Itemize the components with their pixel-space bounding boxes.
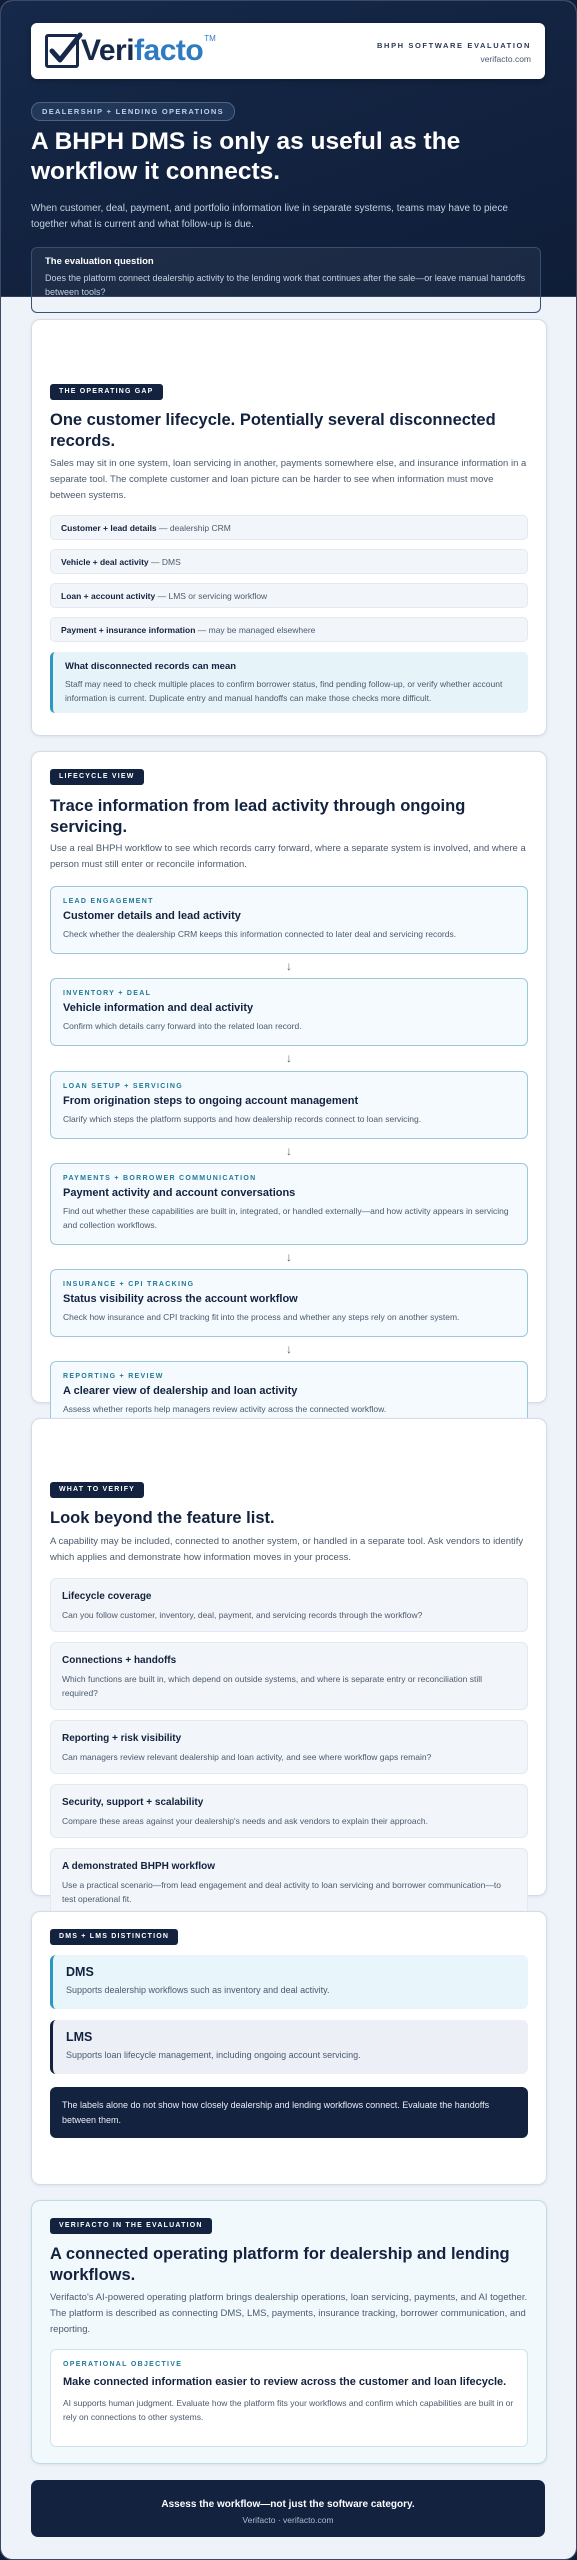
verify-item-text: Can managers review relevant dealership and loan activity, and see where workflow gaps remain?	[62, 1752, 432, 1762]
verify-item	[50, 1578, 528, 1632]
stage-payments	[50, 1163, 528, 1245]
verify-item-text: Which functions are built in, which depend on outside systems, and where is separate entry or reconciliation still required?	[62, 1674, 483, 1698]
verifacto-evaluation-card	[31, 2200, 547, 2464]
evaluation-question-box	[31, 247, 541, 313]
record-label: Vehicle + deal activity	[61, 557, 149, 567]
objective-text: AI supports human judgment. Evaluate how the platform fits your workflows and confirm which capabilities are built in or rely on connections to other systems.	[63, 2398, 514, 2422]
hero-section	[1, 1, 576, 297]
callout-title: What disconnected records can mean	[65, 661, 237, 672]
operational-objective	[50, 2349, 528, 2447]
record-row	[50, 617, 528, 642]
hero-lead: When customer, deal, payment, and portfolio information live in separate systems, teams may have to piece together what is current and what follow-up is due.	[31, 203, 508, 230]
record-row	[50, 583, 528, 608]
stage-title: From origination steps to ongoing account management	[63, 1095, 359, 1107]
objective-title: Make connected information easier to review across the customer and loan lifecycle.	[63, 2376, 507, 2388]
stage-eyebrow: REPORTING + REVIEW	[63, 1373, 164, 1380]
stage-insurance	[50, 1269, 528, 1337]
operating-gap-card	[31, 319, 547, 736]
down-arrow-icon: ↓	[286, 1144, 292, 1158]
stage-eyebrow: LOAN SETUP + SERVICING	[63, 1083, 183, 1090]
verify-item-title: Lifecycle coverage	[62, 1591, 152, 1602]
record-row	[50, 515, 528, 540]
verify-item	[50, 1642, 528, 1710]
verify-item	[50, 1848, 528, 1916]
record-label: Loan + account activity	[61, 591, 156, 601]
record-label: Customer + lead details	[61, 523, 157, 533]
callout-text: Staff may need to check multiple places to confirm borrower status, find pending follow-up, or verify whether account information is current. Duplicate entry and manual handoffs can make those checks more difficult.	[65, 679, 503, 703]
section-title: One customer lifecycle. Potentially several disconnected records.	[50, 411, 496, 450]
section-title: Trace information from lead activity through ongoing servicing.	[50, 797, 466, 836]
verify-item-text: Use a practical scenario—from lead engagement and deal activity to loan servicing and borrower communication—to test operational fit.	[62, 1880, 501, 1904]
verify-item	[50, 1784, 528, 1838]
stage-eyebrow: INSURANCE + CPI TRACKING	[63, 1281, 195, 1288]
header-card	[31, 23, 545, 79]
record-row	[50, 549, 528, 574]
record-detail: — DMS	[148, 557, 181, 567]
stage-title: A clearer view of dealership and loan activity	[63, 1385, 298, 1397]
verify-item-title: Reporting + risk visibility	[62, 1733, 182, 1744]
section-title: Look beyond the feature list.	[50, 1509, 275, 1527]
footer	[31, 2480, 545, 2537]
stage-inventory-deal	[50, 978, 528, 1046]
stage-title: Customer details and lead activity	[63, 910, 241, 922]
section-tag: WHAT TO VERIFY	[50, 1482, 144, 1498]
dms-title: DMS	[66, 1965, 94, 1979]
logo-text-blue: facto	[134, 34, 204, 67]
section-lead: Sales may sit in one system, loan servicing in another, payments somewhere else, and insurance information in a separate tool. The complete customer and loan picture can be harder to see when information must move between systems.	[50, 458, 527, 501]
down-arrow-icon: ↓	[286, 1342, 292, 1356]
down-arrow-icon: ↓	[286, 1250, 292, 1264]
footer-site-link[interactable]: Verifacto · verifacto.com	[242, 2515, 334, 2525]
stage-text: Check how insurance and CPI tracking fit into the process and whether any steps rely on another system.	[63, 1312, 460, 1322]
verify-item	[50, 1720, 528, 1774]
dms-definition	[50, 1955, 528, 2009]
lifecycle-card	[31, 751, 547, 1414]
objective-eyebrow: OPERATIONAL OBJECTIVE	[63, 2361, 183, 2368]
stage-text: Find out whether these capabilities are built in, integrated, or handled externally—and how activity appears in servicing and collection workflows.	[63, 1206, 509, 1230]
verify-item-text: Compare these areas against your dealership's needs and ask vendors to explain their approach.	[62, 1816, 428, 1826]
logo-wordmark	[81, 34, 203, 68]
dms-lms-card	[31, 1911, 547, 2185]
evaluation-question-text: Does the platform connect dealership activity to the lending work that continues after the sale—or leave manual handoffs between tools?	[45, 273, 526, 297]
evaluation-question-title: The evaluation question	[45, 256, 154, 267]
verify-item-text: Can you follow customer, inventory, deal, payment, and servicing records through the workflow?	[62, 1610, 423, 1620]
stage-eyebrow: INVENTORY + DEAL	[63, 990, 152, 997]
dms-text: Supports dealership workflows such as inventory and deal activity.	[66, 1985, 330, 1995]
what-to-verify-card	[31, 1418, 547, 1904]
section-title: A connected operating platform for dealership and lending workflows.	[50, 2245, 510, 2284]
hero-pill: DEALERSHIP + LENDING OPERATIONS	[31, 102, 235, 121]
section-tag: DMS + LMS DISTINCTION	[50, 1929, 178, 1945]
lms-title: LMS	[66, 2030, 93, 2044]
section-lead: Verifacto's AI-powered operating platform brings dealership operations, loan servicing, payments, and AI together. The platform is described as connecting DMS, LMS, payments, insurance tracking, borrower communication, and reporting.	[50, 2292, 528, 2335]
stage-eyebrow: LEAD ENGAGEMENT	[63, 898, 154, 905]
logo-text-dark: Veri	[81, 34, 135, 67]
section-lead: A capability may be included, connected to another system, or handled in a separate tool. Ask vendors to identify which applies and demonstrate how information moves in your process.	[50, 1536, 524, 1563]
verify-item-title: Security, support + scalability	[62, 1797, 204, 1808]
section-tag: VERIFACTO IN THE EVALUATION	[50, 2218, 212, 2234]
record-label: Payment + insurance information	[61, 625, 196, 635]
checkmark-icon	[45, 34, 79, 68]
record-detail: — may be managed elsewhere	[195, 625, 316, 635]
stage-lead-engagement	[50, 886, 528, 954]
verify-item-title: A demonstrated BHPH workflow	[62, 1861, 215, 1872]
down-arrow-icon: ↓	[286, 1051, 292, 1065]
record-detail: — dealership CRM	[156, 523, 231, 533]
header-meta	[377, 41, 531, 64]
record-detail: — LMS or servicing workflow	[155, 591, 268, 601]
section-tag: THE OPERATING GAP	[50, 384, 163, 400]
stage-text: Confirm which details carry forward into the related loan record.	[63, 1021, 302, 1031]
stage-text: Assess whether reports help managers review activity across the connected workflow.	[63, 1404, 387, 1414]
stage-title: Vehicle information and deal activity	[63, 1002, 254, 1014]
stage-title: Status visibility across the account workflow	[63, 1293, 298, 1305]
section-tag: LIFECYCLE VIEW	[50, 769, 144, 785]
disconnected-records-callout	[50, 652, 528, 713]
down-arrow-icon: ↓	[286, 959, 292, 973]
stage-eyebrow: PAYMENTS + BORROWER COMMUNICATION	[63, 1175, 257, 1182]
verify-item-title: Connections + handoffs	[62, 1655, 177, 1666]
footer-title: Assess the workflow—not just the software category.	[161, 2499, 415, 2510]
lms-definition	[50, 2020, 528, 2074]
stage-title: Payment activity and account conversations	[63, 1187, 296, 1199]
distinction-note: The labels alone do not show how closely dealership and lending workflows connect. Evaluate the handoffs between them.	[50, 2087, 528, 2138]
stage-text: Clarify which steps the platform supports and how dealership records connect to loan servicing.	[63, 1114, 422, 1124]
stage-text: Check whether the dealership CRM keeps this information connected to later deal and servicing records.	[63, 929, 457, 939]
section-lead: Use a real BHPH workflow to see which records carry forward, where a separate system is involved, and where a person must still enter or reconcile information.	[50, 843, 526, 870]
hero-title: A BHPH DMS is only as useful as the workflow it connects.	[31, 128, 461, 185]
header-eyebrow: BHPH SOFTWARE EVALUATION	[377, 41, 531, 50]
lms-text: Supports loan lifecycle management, including ongoing account servicing.	[66, 2050, 361, 2060]
header-site-link[interactable]: verifacto.com	[480, 54, 531, 64]
stage-loan-setup	[50, 1071, 528, 1139]
trademark: TM	[204, 34, 216, 43]
verifacto-logo[interactable]	[45, 32, 216, 70]
